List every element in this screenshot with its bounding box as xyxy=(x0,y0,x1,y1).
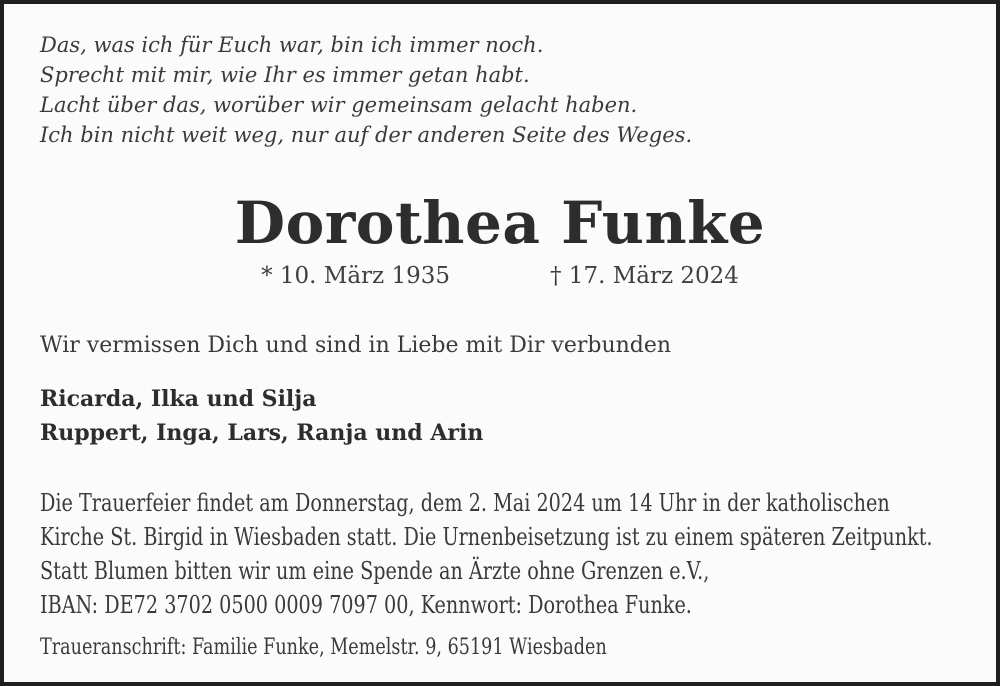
death-date: † 17. März 2024 xyxy=(550,263,739,289)
service-info-line-1: Die Trauerfeier findet am Donnerstag, dem 2. Mai 2024 um 14 Uhr in der katholischen xyxy=(40,489,890,517)
mourners-line-2: Ruppert, Inga, Lars, Ranja und Arin xyxy=(40,420,484,446)
condolence-line: Wir vermissen Dich und sind in Liebe mit Dir verbunden xyxy=(40,333,672,358)
epigraph-line-3: Lacht über das, worüber wir gemeinsam gelacht haben. xyxy=(40,93,638,117)
service-info-block xyxy=(40,486,933,622)
epigraph-line-2: Sprecht mit mir, wie Ihr es immer getan habt. xyxy=(40,63,530,87)
mourners-block xyxy=(40,382,960,450)
life-dates xyxy=(40,262,960,290)
epigraph-line-1: Das, was ich für Euch war, bin ich immer noch. xyxy=(40,33,544,57)
deceased-name: Dorothea Funke xyxy=(234,189,766,257)
service-info-line-2: Kirche St. Birgid in Wiesbaden statt. Die Urnenbeisetzung ist zu einem späteren Zeitpunkt. xyxy=(40,523,933,551)
service-info-line-4: IBAN: DE72 3702 0500 0009 7097 00, Kennwort: Dorothea Funke. xyxy=(40,591,692,619)
mourning-address: Traueranschrift: Familie Funke, Memelstr. 9, 65191 Wiesbaden xyxy=(40,635,607,660)
mourners-line-1: Ricarda, Ilka und Silja xyxy=(40,386,317,412)
deceased-name-block xyxy=(40,189,960,290)
service-info-line-3: Statt Blumen bitten wir um eine Spende an Ärzte ohne Grenzen e.V., xyxy=(40,557,710,585)
birth-date: * 10. März 1935 xyxy=(261,263,450,289)
epigraph-line-4: Ich bin nicht weit weg, nur auf der anderen Seite des Weges. xyxy=(40,123,693,147)
epigraph xyxy=(40,30,960,150)
